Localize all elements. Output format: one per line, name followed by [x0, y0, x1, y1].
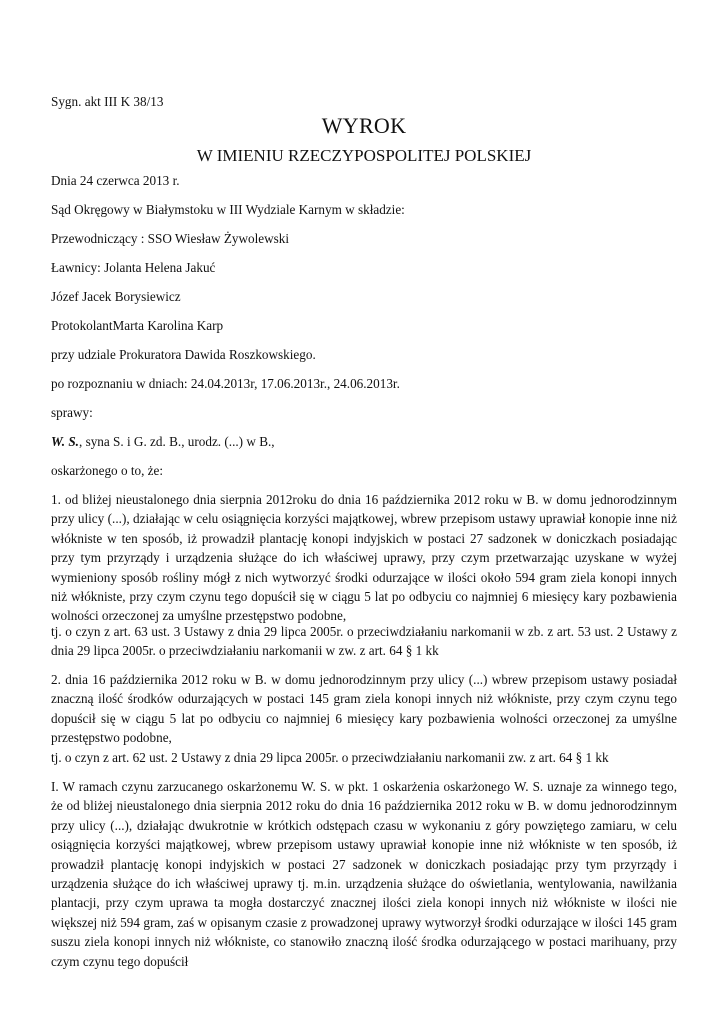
court-clerk: ProtokolantMarta Karolina Karp — [51, 318, 224, 333]
legal-basis-2: tj. o czyn z art. 62 ust. 2 Ustawy z dnia 29 lipca 2005r. o przeciwdziałaniu narkomanii zw. z art. 64 § 1 kk — [51, 750, 609, 765]
date-line: Dnia 24 czerwca 2013 r. — [51, 173, 180, 188]
defendant-name: W. S. — [51, 434, 79, 449]
charge-2: 2. dnia 16 października 2012 roku w B. w domu jednorodzinnym przy ulicy (...) wbrew przepisom ustawy posiadał znaczną ilość środków odurzających w postaci 145 gram ziela konopi innych niż włókniste, przy czym czynu tego dopuścił się w ciągu 5 lat po odbyciu co najmniej 6 miesięcy kary pozbawienia wolności orzeczonej za umyślne przestępstwo podobne, — [51, 672, 677, 746]
case-number: Sygn. akt III K 38/13 — [51, 94, 164, 109]
defendant-details: , syna S. i G. zd. B., urodz. (...) w B., — [78, 434, 275, 449]
ruling-1: I. W ramach czynu zarzucanego oskarżonemu W. S. w pkt. 1 oskarżenia oskarżonego W. S. uznaje za winnego tego, że od bliżej nieustalonego dnia sierpnia 2012 roku do dnia 16 października 2012 roku w B. w domu jednorodzinnym przy ulicy (...), działając dwukrotnie w krótkich odstępach czasu w wykonaniu z góry powziętego zamiaru, w celu osiągnięcia korzyści majątkowej, wbrew przepisom ustawy uprawiał konopie inne niż włókniste w ten sposób, iż prowadził plantację konopi indyjskich w postaci 27 sadzonek w doniczkach posiadając przy tym przyrządy i urządzenia służące do ich właściwej uprawy tj. m.in. urządzenia służące do oświetlania, wentylowania, nawilżania plantacji, przy czym uprawa ta mogła dostarczyć znacznej ilości ziela konopi innych niż włókniste w ilości nie większej niż 594 gram, zaś w opisanym czasie z prowadzonej uprawy wytworzył środki odurzające w ilości 145 gram suszu ziela konopi innych niż włókniste, co stanowiło znaczną ilość środka odurzającego w postaci marihuany, przy czym czynu tego dopuścił — [51, 779, 677, 969]
prosecutor-line: przy udziale Prokuratora Dawida Roszkowskiego. — [51, 347, 316, 362]
matter-label: sprawy: — [51, 405, 93, 420]
charge-1: 1. od bliżej nieustalonego dnia sierpnia 2012roku do dnia 16 października 2012 roku w B. w domu jednorodzinnym przy ulicy (...), działając w celu osiągnięcia korzyści majątkowej, wbrew przepisom ustawy uprawiał konopie inne niż włókniste w ten sposób, iż prowadził plantację konopi indyjskich w postaci 27 sadzonek w doniczkach posiadając przy tym przyrządy i urządzenia służące do ich właściwej uprawy, przy czym przetwarzając uzyskane w wyżej wymieniony sposób rośliny mógł z nich wytworzyć środki odurzające w ilości około 594 gram ziela konopi innych niż włókniste, przy czym czynu tego dopuścił się w ciągu 5 lat po odbyciu co najmniej 6 miesięcy kary pozbawienia wolności orzeczonej za umyślne przestępstwo podobne, — [51, 492, 677, 624]
lay-judges: Ławnicy: Jolanta Helena Jakuć — [51, 260, 216, 275]
defendant-line — [51, 432, 677, 451]
court-line: Sąd Okręgowy w Białymstoku w III Wydziale Karnym w składzie: — [51, 202, 405, 217]
accused-line: oskarżonego o to, że: — [51, 463, 164, 478]
presiding-judge: Przewodniczący : SSO Wiesław Żywolewski — [51, 231, 290, 246]
document-subtitle: W IMIENIU RZECZYPOSPOLITEJ POLSKIEJ — [196, 146, 532, 165]
legal-basis-1: tj. o czyn z art. 63 ust. 3 Ustawy z dnia 29 lipca 2005r. o przeciwdziałaniu narkomanii w zb. z art. 53 ust. 2 Ustawy z dnia 29 lipca 2005r. o przeciwdziałaniu narkomanii w zw. z art. 64 § 1 kk — [51, 624, 677, 659]
hearing-dates: po rozpoznaniu w dniach: 24.04.2013r, 17.06.2013r., 24.06.2013r. — [51, 376, 400, 391]
document-title: WYROK — [321, 113, 407, 138]
lay-judge-second: Józef Jacek Borysiewicz — [51, 289, 181, 304]
